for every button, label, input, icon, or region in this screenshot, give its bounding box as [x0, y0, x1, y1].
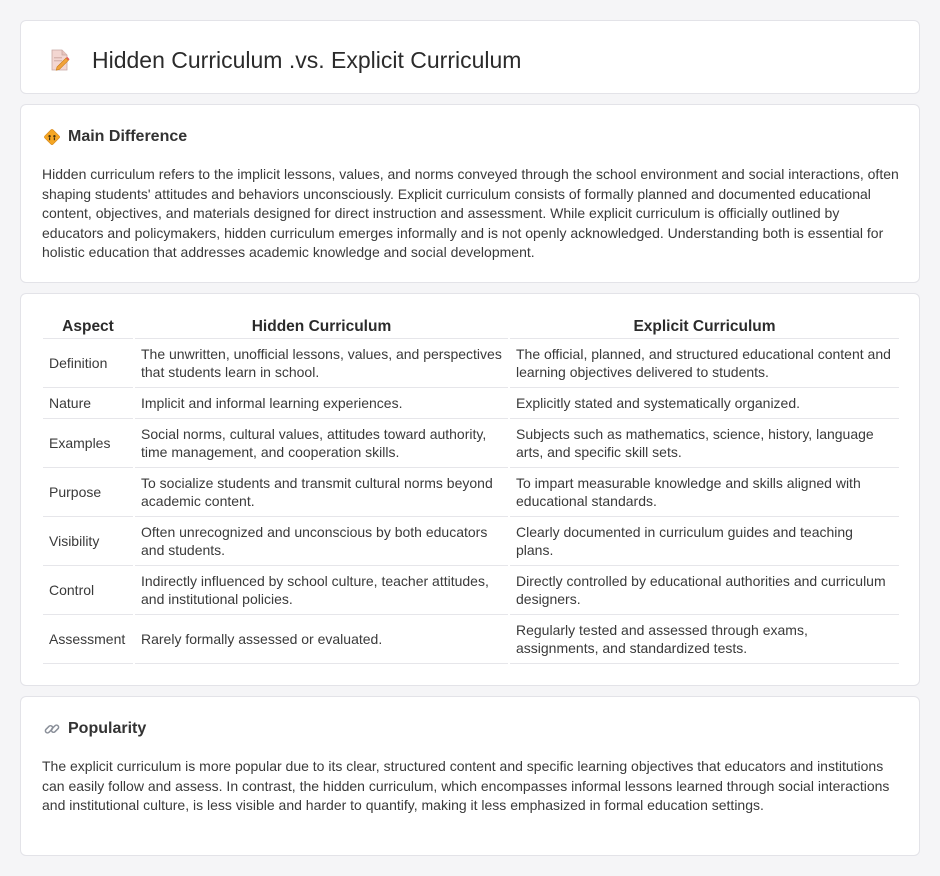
aspect-cell: Purpose [43, 467, 134, 516]
column-header-aspect: Aspect [43, 314, 134, 338]
title-card [20, 20, 920, 94]
link-icon [43, 720, 61, 738]
road-sign-icon [43, 128, 61, 146]
explicit-cell: Subjects such as mathematics, science, history, language arts, and specific skill sets. [509, 418, 899, 467]
table-row [43, 565, 899, 614]
table-row [43, 418, 899, 467]
aspect-cell: Control [43, 565, 134, 614]
popularity-card [20, 696, 920, 856]
main-difference-header [43, 127, 187, 147]
popularity-text: The explicit curriculum is more popular due to its clear, structured content and specific learning objectives that educators and institutions can easily follow and assess. In contrast, the hidden curriculum, which encompasses informal lessons learned through social interactions and institutional culture, is less visible and harder to quantify, making it less emphasized in formal education settings. [42, 758, 890, 813]
document-edit-icon [48, 48, 72, 72]
comparison-table [43, 314, 899, 664]
explicit-cell: Explicitly stated and systematically organized. [509, 387, 899, 418]
main-difference-card [20, 104, 920, 283]
table-row [43, 387, 899, 418]
explicit-cell: Clearly documented in curriculum guides and teaching plans. [509, 516, 899, 565]
explicit-cell: To impart measurable knowledge and skills aligned with educational standards. [509, 467, 899, 516]
main-difference-text: Hidden curriculum refers to the implicit lessons, values, and norms conveyed through the school environment and social interactions, often shaping students' attitudes and behaviors unconsciously. Explicit curriculum consists of formally planned and documented educational content, objectives, and materials designed for direct instruction and assessment. While explicit curriculum is officially outlined by educators and policymakers, hidden curriculum emerges informally and is not openly acknowledged. Understanding both is essential for holistic education that addresses academic knowledge and social development. [42, 166, 899, 260]
hidden-cell: Indirectly influenced by school culture, teacher attitudes, and institutional policies. [134, 565, 509, 614]
hidden-cell: Often unrecognized and unconscious by both educators and students. [134, 516, 509, 565]
explicit-cell: Regularly tested and assessed through exams, assignments, and standardized tests. [509, 614, 899, 663]
aspect-cell: Visibility [43, 516, 134, 565]
explicit-cell: The official, planned, and structured educational content and learning objectives delivered to students. [509, 338, 899, 387]
main-difference-heading: Main Difference [68, 128, 188, 145]
column-header-hidden: Hidden Curriculum [134, 314, 509, 338]
hidden-cell: The unwritten, unofficial lessons, values, and perspectives that students learn in school. [134, 338, 509, 387]
column-header-explicit: Explicit Curriculum [509, 314, 899, 338]
hidden-cell: Rarely formally assessed or evaluated. [134, 614, 509, 663]
page-title: Hidden Curriculum .vs. Explicit Curriculum [92, 47, 522, 73]
popularity-heading: Popularity [68, 720, 147, 737]
table-header-row [43, 314, 899, 338]
hidden-cell: Implicit and informal learning experiences. [134, 387, 509, 418]
hidden-cell: To socialize students and transmit cultural norms beyond academic content. [134, 467, 509, 516]
table-row [43, 338, 899, 387]
popularity-header [43, 719, 146, 739]
aspect-cell: Definition [43, 338, 134, 387]
hidden-cell: Social norms, cultural values, attitudes toward authority, time management, and cooperation skills. [134, 418, 509, 467]
aspect-cell: Assessment [43, 614, 134, 663]
aspect-cell: Examples [43, 418, 134, 467]
table-row [43, 614, 899, 663]
table-row [43, 516, 899, 565]
comparison-card [20, 293, 920, 686]
table-row [43, 467, 899, 516]
explicit-cell: Directly controlled by educational authorities and curriculum designers. [509, 565, 899, 614]
aspect-cell: Nature [43, 387, 134, 418]
